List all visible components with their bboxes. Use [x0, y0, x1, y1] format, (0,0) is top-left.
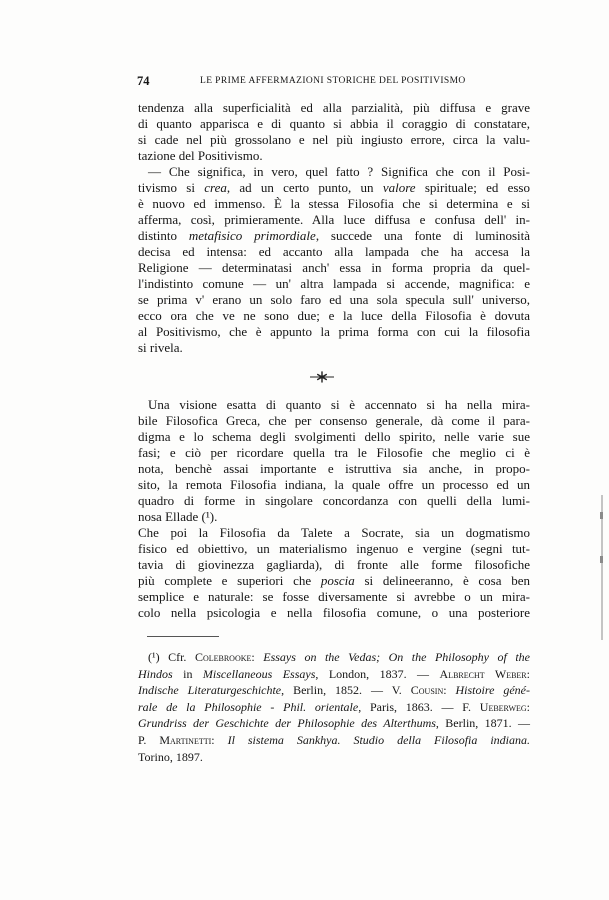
author-name: Colebrooke — [194, 650, 252, 664]
footnote-line — [138, 682, 530, 699]
paragraph — [138, 525, 530, 621]
star-ornament-icon — [308, 370, 336, 384]
text-segment: : — [251, 650, 264, 664]
text-line: nota, benchè assai importante e istruttiva sia anche, in propo- — [138, 461, 530, 476]
footnote-line — [138, 649, 530, 666]
running-title: LE PRIME AFFERMAZIONI STORICHE DEL POSITIVISMO — [200, 76, 466, 86]
text-line: decisa ed intensa: ed accanto alla lampada che ha accesa la — [138, 244, 530, 259]
text-segment: , succede una fonte di luminosità — [315, 228, 530, 243]
footnote-rule — [147, 636, 219, 637]
paragraph — [138, 397, 530, 525]
text-line: l'indistinto comune — un' altra lampada si accende, magnifica: e — [138, 276, 530, 291]
text-segment: : — [211, 732, 228, 747]
scan-edge-speck — [600, 556, 603, 563]
text-line: è nuovo ed immenso. È la stessa Filosofia che si determina e si — [138, 196, 530, 211]
footnote-line — [138, 715, 530, 732]
text-segment: , London, 1837. — — [315, 666, 440, 681]
text-line: colo nella psicologia e nella filosofia comune, o una posteriore — [138, 605, 530, 620]
footnote-line — [138, 732, 530, 749]
italic-text: Indische Literaturgeschichte — [138, 683, 282, 698]
text-line: Religione — determinatasi anch' essa in forma propria da quel- — [138, 260, 530, 275]
paragraph — [138, 164, 530, 356]
italic-text: Grundriss der Geschichte der Philosophie des Alterthums — [138, 716, 436, 731]
text-line — [138, 180, 530, 196]
text-line: si cade nel più grossolano e nel più ingiusto errore, circa la valu- — [138, 132, 530, 147]
text-line: si rivela. — [138, 340, 183, 355]
text-segment: P. — [138, 732, 160, 747]
author-name: Ueberweg — [479, 699, 527, 714]
text-segment: : — [526, 666, 530, 681]
page-number: 74 — [137, 74, 150, 88]
text-line: sito, la remota Filosofia indiana, la quale offre un processo ed un — [138, 477, 530, 492]
author-name: Martinetti — [159, 732, 212, 747]
text-segment: , Paris, 1863. — F. — [358, 699, 480, 714]
italic-text: metafisico primordiale — [188, 228, 316, 243]
footnote-line — [138, 749, 530, 766]
text-line: quadro di forme in singolare concordanza con quelli della lumi- — [138, 493, 530, 508]
text-segment: si delineeranno, è cosa ben — [354, 573, 530, 588]
text-line: tazione del Positivismo. — [138, 148, 263, 163]
text-segment: , Berlin, 1871. — — [435, 716, 530, 731]
text-segment: tivismo si — [138, 180, 205, 195]
text-segment: , Berlin, 1852. — V. — [281, 683, 411, 698]
text-line: al Positivismo, che è appunto la prima forma con cui la filosofia — [138, 324, 530, 339]
italic-text: Il sistema Sankhya. Studio della Filosofia indiana. — [227, 732, 530, 747]
text-line: se prima v' erano un solo faro ed una sola specula sull' universo, — [138, 292, 530, 307]
text-line: tavia di giovinezza gagliarda), di fronte alle forme filosofiche — [138, 557, 530, 572]
text-line: tendenza alla superficialità ed alla parzialità, più diffusa e grave — [138, 100, 530, 115]
footnote-line — [138, 666, 530, 683]
text-segment: , ad un certo punto, un — [226, 180, 383, 195]
text-line: digma e lo schema degli svolgimenti dello spirito, nelle varie sue — [138, 429, 530, 444]
text-segment: (¹) Cfr. — [148, 650, 195, 664]
text-line: — Che significa, in vero, quel fatto ? Significa che con il Posi- — [148, 164, 530, 179]
text-line: Che poi la Filosofia da Talete a Socrate, sia un dogmatismo — [138, 525, 530, 540]
italic-text: valore — [382, 180, 416, 195]
paragraph — [138, 100, 530, 164]
text-segment: : — [526, 699, 531, 714]
text-line — [138, 573, 530, 589]
italic-text: Miscellaneous Essays — [202, 666, 316, 681]
text-segment: più complete e superiori che — [138, 573, 321, 588]
italic-text: rale de la Philosophie - Phil. orientale — [138, 699, 359, 714]
text-segment: Torino, 1897. — [138, 749, 203, 764]
text-line: Una visione esatta di quanto si è accennato si ha nella mira- — [148, 397, 530, 412]
text-line — [138, 228, 530, 244]
text-line: fasi; e ciò per ricordare quella tra le Filosofie che meglio ci è — [138, 445, 530, 460]
footnote-line — [138, 699, 530, 716]
italic-text: Histoire géné- — [455, 683, 530, 698]
text-line: ecco ora che ve ne sono due; e la luce della Filosofia è dovuta — [138, 308, 530, 323]
text-line: afferma, così, primieramente. Alla luce diffusa e confusa dell' in- — [138, 212, 530, 227]
author-name: Cousin — [410, 683, 444, 698]
text-segment: spirituale; ed esso — [415, 180, 530, 195]
text-segment: : — [443, 683, 456, 698]
text-segment: distinto — [138, 228, 189, 243]
author-name: Albrecht Weber — [439, 666, 527, 681]
italic-text: Hindos — [138, 666, 173, 681]
italic-text: Essays on the Vedas; On the Philosophy of the — [263, 650, 530, 664]
text-segment: in — [172, 666, 203, 681]
scan-edge-speck — [600, 512, 603, 519]
footnote — [138, 649, 530, 765]
italic-text: poscia — [320, 573, 355, 588]
text-line: bile Filosofica Greca, che per consenso generale, dà come il para- — [138, 413, 530, 428]
text-line: semplice e naturale: se fosse diversamente si avrebbe o un mira- — [138, 589, 530, 604]
text-line: di quanto apparisca e di quanto si abbia il coraggio di constatare, — [138, 116, 530, 131]
text-line: nosa Ellade (¹). — [138, 509, 218, 524]
italic-text: crea — [204, 180, 227, 195]
text-line: fisico ed obiettivo, un materialismo ingenuo e vergine (segni tut- — [138, 541, 530, 556]
